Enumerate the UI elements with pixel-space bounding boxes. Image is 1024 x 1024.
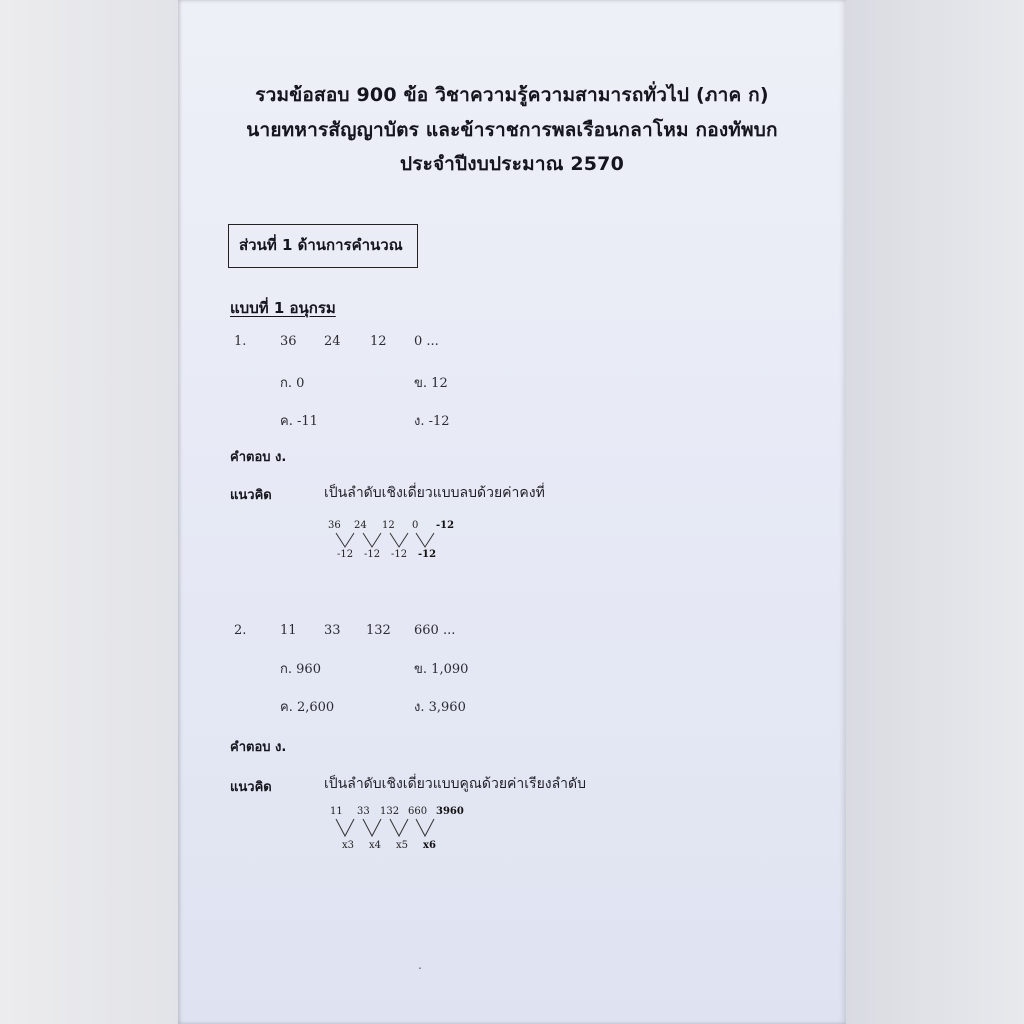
sequence-term: 660 ...	[414, 623, 456, 638]
question-number: 2.	[234, 623, 247, 638]
diagram-term: 33	[357, 806, 370, 817]
diagram-term: 24	[354, 520, 367, 531]
sequence-term: 36	[280, 334, 297, 349]
diagram-operation: -12	[391, 549, 408, 560]
title-line-2: นายทหารสัญญาบัตร และข้าราชการพลเรือนกลาโหม กองทัพบก	[246, 119, 778, 141]
diagram-operation: x4	[369, 840, 382, 851]
reasoning-label: แนวคิด	[230, 780, 272, 795]
diagram-term: 660	[408, 806, 428, 817]
sequence-term: 132	[366, 623, 391, 638]
diagram-operation: -12	[337, 549, 354, 560]
choice-a: ก. 0	[280, 376, 305, 391]
diagram-operation-answer: -12	[418, 549, 437, 560]
choice-a: ก. 960	[280, 662, 321, 677]
sequence-term: 24	[324, 334, 341, 349]
sequence-term: 12	[370, 334, 387, 349]
sequence-term: 0 ...	[414, 334, 439, 349]
question-number: 1.	[234, 334, 247, 349]
document-page	[178, 0, 846, 1024]
answer-label: คำตอบ ง.	[230, 450, 287, 465]
diagram-term: 36	[328, 520, 341, 531]
diagram-term: 11	[330, 806, 343, 817]
diagram-term-answer: 3960	[436, 806, 464, 817]
choice-d: ง. 3,960	[414, 700, 466, 715]
answer-label: คำตอบ ง.	[230, 740, 287, 755]
title-line-3: ประจำปีงบประมาณ 2570	[399, 153, 625, 175]
choice-b: ข. 12	[414, 376, 448, 391]
reasoning-label: แนวคิด	[230, 488, 272, 503]
choice-d: ง. -12	[414, 414, 450, 429]
diagram-term-answer: -12	[436, 520, 455, 531]
footer-mark: .	[418, 958, 422, 972]
left-background	[0, 0, 178, 1024]
diagram-operation-answer: x6	[423, 840, 436, 851]
choice-c: ค. -11	[280, 414, 318, 429]
right-background	[846, 0, 1024, 1024]
diagram-term: 0	[412, 520, 419, 531]
choice-c: ค. 2,600	[280, 700, 335, 715]
diagram-operation: x5	[396, 840, 409, 851]
reasoning-text: เป็นลำดับเชิงเดี่ยวแบบลบด้วยค่าคงที่	[324, 485, 545, 501]
reasoning-text: เป็นลำดับเชิงเดี่ยวแบบคูณด้วยค่าเรียงลำดับ	[324, 776, 587, 792]
sequence-term: 11	[280, 623, 297, 638]
sequence-term: 33	[324, 623, 341, 638]
title-line-1: รวมข้อสอบ 900 ข้อ วิชาความรู้ความสามารถทั่วไป (ภาค ก)	[255, 84, 769, 106]
diagram-term: 12	[382, 520, 395, 531]
choice-b: ข. 1,090	[414, 662, 469, 677]
diagram-operation: x3	[342, 840, 355, 851]
section-heading: ส่วนที่ 1 ด้านการคำนวณ	[239, 236, 403, 254]
subsection-heading: แบบที่ 1 อนุกรม	[230, 299, 336, 317]
diagram-operation: -12	[364, 549, 381, 560]
diagram-term: 132	[380, 806, 400, 817]
diagram-connectors	[178, 0, 846, 1024]
